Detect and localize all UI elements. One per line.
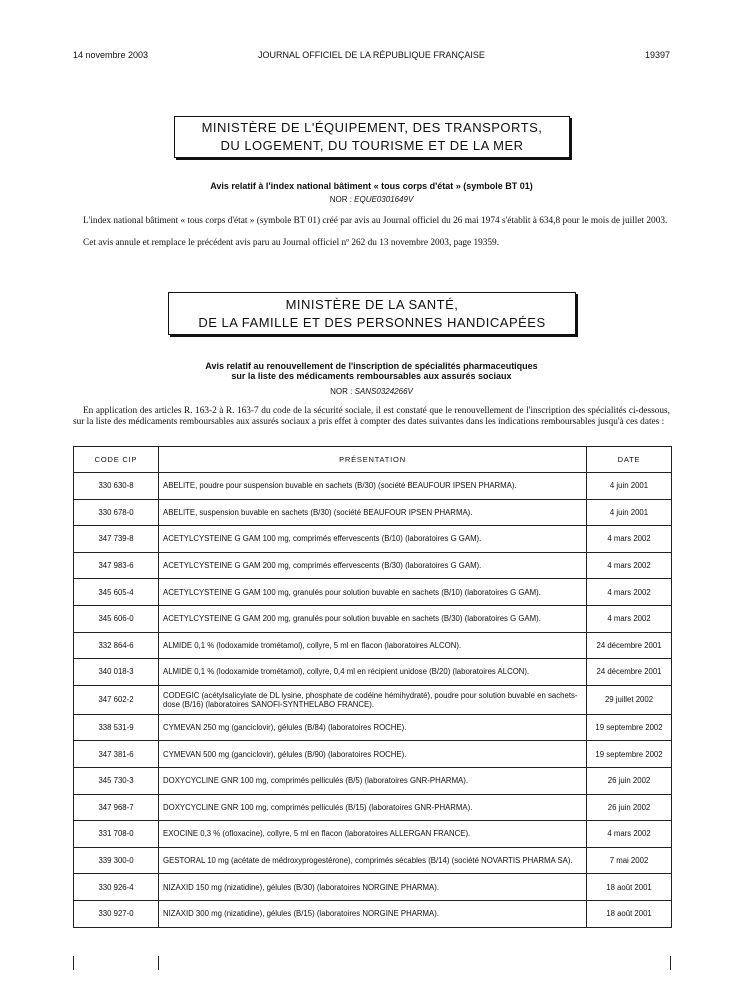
cell-presentation: CYMEVAN 250 mg (ganciclovir), gélules (B/84) (laboratoires ROCHE).	[159, 714, 587, 741]
cell-code-cip: 345 605-4	[74, 579, 159, 606]
cell-presentation: NIZAXID 150 mg (nizatidine), gélules (B/30) (laboratoires NORGINE PHARMA).	[159, 874, 587, 901]
cell-presentation: DOXYCYCLINE GNR 100 mg, comprimés pelliculés (B/15) (laboratoires GNR-PHARMA).	[159, 794, 587, 821]
column-header-code-cip: CODE CIP	[74, 447, 159, 473]
avis-title-bt01: Avis relatif à l'index national bâtiment « tous corps d'état » (symbole BT 01)	[210, 181, 533, 191]
table-continuation-line	[158, 956, 160, 970]
nor-reference-2	[73, 387, 670, 396]
table-row	[74, 659, 672, 686]
cell-date: 7 mai 2002	[587, 847, 672, 874]
nor-label: NOR :	[329, 195, 355, 204]
cell-code-cip: 347 602-2	[74, 685, 159, 714]
table-body	[74, 473, 672, 928]
paragraph-index-value	[73, 216, 670, 227]
ministry-box-equipement	[174, 116, 570, 158]
table-row	[74, 767, 672, 794]
cell-code-cip: 345 730-3	[74, 767, 159, 794]
nor-label: NOR :	[330, 387, 355, 396]
cell-presentation: ACETYLCYSTEINE G GAM 100 mg, granulés pour solution buvable en sachets (B/10) (laboratoires G GAM).	[159, 579, 587, 606]
avis-title-line-2: sur la liste des médicaments remboursables aux assurés sociaux	[231, 371, 512, 381]
cell-code-cip: 330 678-0	[74, 499, 159, 526]
medications-table	[73, 446, 672, 928]
nor-reference-1	[73, 195, 670, 204]
cell-date: 26 juin 2002	[587, 794, 672, 821]
avis-title-line-1: Avis relatif au renouvellement de l'inscription de spécialités pharmaceutiques	[205, 361, 538, 371]
table-row	[74, 526, 672, 553]
table-row	[74, 900, 672, 927]
table-header-row	[74, 447, 672, 473]
paragraph-application	[73, 406, 670, 427]
cell-presentation: ABELITE, poudre pour suspension buvable en sachets (B/30) (société BEAUFOUR IPSEN PHARMA).	[159, 473, 587, 500]
table-row	[74, 874, 672, 901]
table-row	[74, 499, 672, 526]
cell-presentation: GESTORAL 10 mg (acétate de médroxyprogestérone), comprimés sécables (B/14) (société NOVARTIS PHARMA SA).	[159, 847, 587, 874]
table-row	[74, 821, 672, 848]
header-journal-title: JOURNAL OFFICIEL DE LA RÉPUBLIQUE FRANÇAISE	[258, 50, 485, 60]
cell-date: 18 août 2001	[587, 900, 672, 927]
header-page-number: 19397	[644, 50, 670, 60]
table-row	[74, 794, 672, 821]
ministry-box-sante	[168, 292, 576, 335]
table-row	[74, 605, 672, 632]
cell-presentation: ALMIDE 0,1 % (lodoxamide trométamol), collyre, 0,4 ml en récipient unidose (B/20) (laboratoires ALCON).	[159, 659, 587, 686]
table-continuation-line	[670, 956, 672, 970]
cell-code-cip: 347 739-8	[74, 526, 159, 553]
ministry-line-2: DU LOGEMENT, DU TOURISME ET DE LA MER	[220, 138, 524, 153]
cell-code-cip: 338 531-9	[74, 714, 159, 741]
table-row	[74, 685, 672, 714]
cell-date: 19 septembre 2002	[587, 741, 672, 768]
cell-date: 4 mars 2002	[587, 579, 672, 606]
table-row	[74, 847, 672, 874]
cell-date: 29 juillet 2002	[587, 685, 672, 714]
table-row	[74, 714, 672, 741]
table-row	[74, 552, 672, 579]
ministry-line-1: MINISTÈRE DE LA SANTÉ,	[285, 297, 459, 312]
cell-code-cip: 339 300-0	[74, 847, 159, 874]
cell-presentation: ABELITE, suspension buvable en sachets (B/30) (société BEAUFOUR IPSEN PHARMA).	[159, 499, 587, 526]
cell-presentation: ACETYLCYSTEINE G GAM 200 mg, comprimés effervescents (B/30) (laboratoires G GAM).	[159, 552, 587, 579]
nor-code: SANS0324266V	[354, 387, 413, 396]
cell-code-cip: 340 018-3	[74, 659, 159, 686]
cell-presentation: DOXYCYCLINE GNR 100 mg, comprimés pelliculés (B/5) (laboratoires GNR-PHARMA).	[159, 767, 587, 794]
ministry-line-1: MINISTÈRE DE L'ÉQUIPEMENT, DES TRANSPORTS,	[201, 120, 543, 135]
nor-code: EQUE0301649V	[354, 195, 414, 204]
cell-presentation: ACETYLCYSTEINE G GAM 200 mg, granulés pour solution buvable en sachets (B/30) (laboratoires G GAM).	[159, 605, 587, 632]
cell-presentation: ALMIDE 0,1 % (lodoxamide trométamol), collyre, 5 ml en flacon (laboratoires ALCON).	[159, 632, 587, 659]
table-row	[74, 473, 672, 500]
paragraph-text: L'index national bâtiment « tous corps d'état » (symbole BT 01) créé par avis au Journal officiel du 26 mai 1974 s'établit à 634,8 pour le mois de juillet 2003.	[83, 216, 668, 226]
header-date: 14 novembre 2003	[73, 50, 149, 60]
cell-date: 26 juin 2002	[587, 767, 672, 794]
table-continuation-line	[73, 956, 75, 970]
paragraph-replacement-note	[73, 238, 670, 249]
cell-code-cip: 347 381-6	[74, 741, 159, 768]
cell-code-cip: 345 606-0	[74, 605, 159, 632]
cell-date: 19 septembre 2002	[587, 714, 672, 741]
paragraph-text: Cet avis annule et remplace le précédent avis paru au Journal officiel nº 262 du 13 novembre 2003, page 19359.	[83, 238, 500, 248]
table-row	[74, 632, 672, 659]
cell-date: 18 août 2001	[587, 874, 672, 901]
cell-date: 4 mars 2002	[587, 552, 672, 579]
cell-presentation: ACETYLCYSTEINE G GAM 100 mg, comprimés effervescents (B/10) (laboratoires G GAM).	[159, 526, 587, 553]
cell-presentation: NIZAXID 300 mg (nizatidine), gélules (B/15) (laboratoires NORGINE PHARMA).	[159, 900, 587, 927]
cell-presentation: CODEGIC (acétylsalicylate de DL lysine, phosphate de codéine hémihydraté), poudre pour solution buvable en sachets-dose (B/16) (laboratoires SANOFI-SYNTHELABO FRANCE).	[159, 685, 587, 714]
ministry-line-2: DE LA FAMILLE ET DES PERSONNES HANDICAPÉES	[198, 315, 546, 330]
cell-code-cip: 330 630-8	[74, 473, 159, 500]
cell-code-cip: 331 708-0	[74, 821, 159, 848]
cell-date: 4 mars 2002	[587, 526, 672, 553]
cell-date: 4 juin 2001	[587, 499, 672, 526]
cell-code-cip: 347 983-6	[74, 552, 159, 579]
paragraph-text: En application des articles R. 163-2 à R. 163-7 du code de la sécurité sociale, il est constaté que le renouvellement de l'inscription des spécialités ci-dessous, sur la liste des médicaments remboursables aux assurés sociaux a pris effet à compter des dates suivantes dans les indications remboursables jusqu'à ces dates :	[73, 406, 670, 427]
cell-date: 24 décembre 2001	[587, 632, 672, 659]
cell-code-cip: 330 926-4	[74, 874, 159, 901]
column-header-date: DATE	[587, 447, 672, 473]
avis-title-renouvellement	[73, 361, 670, 381]
cell-code-cip: 330 927-0	[74, 900, 159, 927]
table-row	[74, 741, 672, 768]
cell-presentation: CYMEVAN 500 mg (ganciclovir), gélules (B/90) (laboratoires ROCHE).	[159, 741, 587, 768]
column-header-presentation: PRÉSENTATION	[159, 447, 587, 473]
cell-date: 4 juin 2001	[587, 473, 672, 500]
cell-code-cip: 347 968-7	[74, 794, 159, 821]
cell-code-cip: 332 864-6	[74, 632, 159, 659]
cell-presentation: EXOCINE 0,3 % (ofloxacine), collyre, 5 ml en flacon (laboratoires ALLERGAN FRANCE).	[159, 821, 587, 848]
cell-date: 4 mars 2002	[587, 605, 672, 632]
cell-date: 24 décembre 2001	[587, 659, 672, 686]
cell-date: 4 mars 2002	[587, 821, 672, 848]
table-row	[74, 579, 672, 606]
